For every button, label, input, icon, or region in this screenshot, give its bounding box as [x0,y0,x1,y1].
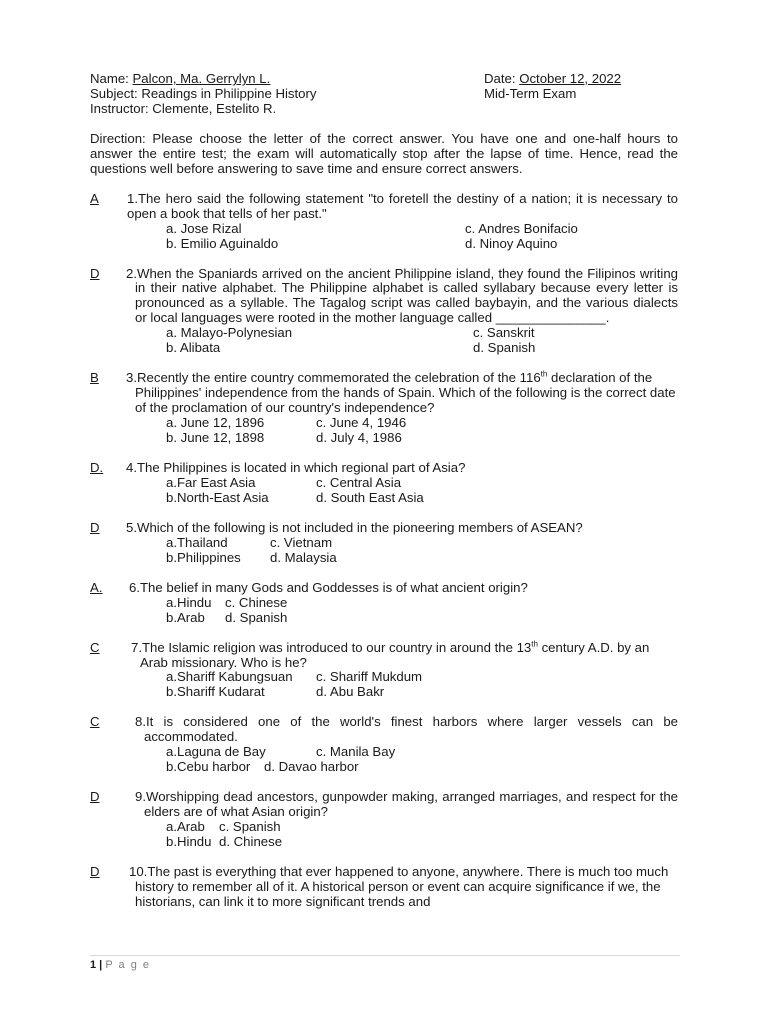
date-value: October 12, 2022 [519,71,622,86]
option-b: b. Alibata [166,340,221,356]
option-a: a. Malayo-Polynesian [166,325,293,341]
page-number: 1 [90,959,97,971]
name-line [90,72,270,87]
question-9-text: 9.Worshipping dead ancestors, gunpowder making, arranged marriages, and respect for the elders are of what Asian origin? [135,789,678,820]
answer-5: D [90,519,100,535]
question-10 [90,865,678,910]
question-4-text: 4.The Philippines is located in which regional part of Asia? [126,459,466,475]
option-b: b. Emilio Aguinaldo [166,235,279,251]
option-c: c. June 4, 1946 [316,414,407,430]
option-c: c. Manila Bay [316,744,396,760]
option-d: d. Davao harbor [264,759,359,775]
option-b: b.North-East Asia [166,489,269,505]
option-a: a. June 12, 1896 [166,414,265,430]
option-d: d. Chinese [219,834,283,850]
question-8-text: 8.It is considered one of the world's finest harbors where larger vessels can be accommodated. [135,714,678,745]
subject-line: Subject: Readings in Philippine History [90,86,317,101]
answer-6: A. [90,579,103,595]
option-a: a.Shariff Kabungsuan [166,669,293,685]
question-4 [90,461,678,506]
question-1-text: 1.The hero said the following statement "to foretell the destiny of a nation; it is necessary to open a book that tells of her past." [127,190,678,221]
option-c: c. Central Asia [316,474,402,490]
question-7-text: 7.The Islamic religion was introduced to our country in around the 13th century A.D. by an Arab missionary. Who is he? [131,639,650,670]
option-c: c. Shariff Mukdum [316,669,423,685]
page-word: P a g e [105,959,151,971]
option-b: b.Hindu [166,834,212,850]
option-c: c. Chinese [225,594,288,610]
question-10-text: 10.The past is everything that ever happened to anyone, anywhere. There is much too much history to remember all of it. A historical person or event can acquire significance if we, the historians, can link it to more significant trends and [129,864,669,909]
answer-1: A [90,190,99,206]
name-value: Palcon, Ma. Gerrylyn L. [132,71,271,86]
direction-paragraph: Direction: Please choose the letter of the correct answer. You have one and one-half hours to answer the entire test; the exam will automatically stop after the lapse of time. Hence, read the questions well before answering to save time and ensure correct answers. [90,131,678,176]
exam-title: Mid-Term Exam [484,86,577,101]
option-d: d. July 4, 1986 [316,429,402,445]
option-a: a.Arab [166,819,205,835]
page-footer [90,955,680,974]
option-a: a.Laguna de Bay [166,744,266,760]
question-7 [90,641,678,701]
option-c: c. Andres Bonifacio [465,220,578,236]
option-d: d. Spanish [225,609,288,625]
instructor-line: Instructor: Clemente, Estelito R. [90,101,277,116]
exam-page [90,72,678,910]
header-row-3 [90,102,678,117]
option-b: b.Cebu harbor [166,759,251,775]
option-b: b.Philippines [166,549,241,565]
question-3-text: 3.Recently the entire country commemorated the celebration of the 116th declaration of the Philippines' independence from the hands of Spain. Which of the following is the correct date of the proclamation of our country's independence? [126,369,676,415]
option-d: d. Ninoy Aquino [465,235,558,251]
page-separator: | [96,959,106,971]
option-b: b.Shariff Kudarat [166,684,265,700]
answer-10: D [90,864,100,880]
option-a: a.Thailand [166,534,228,550]
option-b: b.Arab [166,609,205,625]
page-indicator [90,958,151,973]
answer-3: B [90,370,99,386]
option-a: a.Hindu [166,594,212,610]
question-6 [90,581,678,626]
answer-2: D [90,265,100,281]
option-c: c. Sanskrit [473,325,535,341]
option-d: d. Spanish [473,340,536,356]
question-2-text: 2.When the Spaniards arrived on the ancient Philippine island, they found the Filipinos writing in their native alphabet. The Philippine alphabet is called syllabary because every letter is pronounced as a syllable. The Tagalog script was called baybayin, and the various dialects or local languages were rooted in the mother language called _______________. [126,265,678,326]
question-3 [90,371,678,446]
date-label: Date: [484,71,520,86]
question-5 [90,521,678,566]
option-d: d. South East Asia [316,489,424,505]
question-2 [90,267,678,357]
option-c: c. Vietnam [270,534,333,550]
option-b: b. June 12, 1898 [166,429,265,445]
option-d: d. Abu Bakr [316,684,385,700]
answer-7: C [90,639,100,655]
option-a: a.Far East Asia [166,474,256,490]
question-5-text: 5.Which of the following is not included in the pioneering members of ASEAN? [126,519,583,535]
date-line [484,72,621,87]
header-row-2 [90,87,678,102]
header-row-1 [90,72,678,87]
option-a: a. Jose Rizal [166,220,242,236]
name-label: Name: [90,71,133,86]
question-1 [90,192,678,252]
question-6-text: 6.The belief in many Gods and Goddesses is of what ancient origin? [129,579,528,595]
answer-8: C [90,714,100,730]
answer-4: D. [90,459,104,475]
question-8 [90,715,678,775]
option-c: c. Spanish [219,819,281,835]
option-d: d. Malaysia [270,549,337,565]
question-9 [90,790,678,850]
answer-9: D [90,789,100,805]
